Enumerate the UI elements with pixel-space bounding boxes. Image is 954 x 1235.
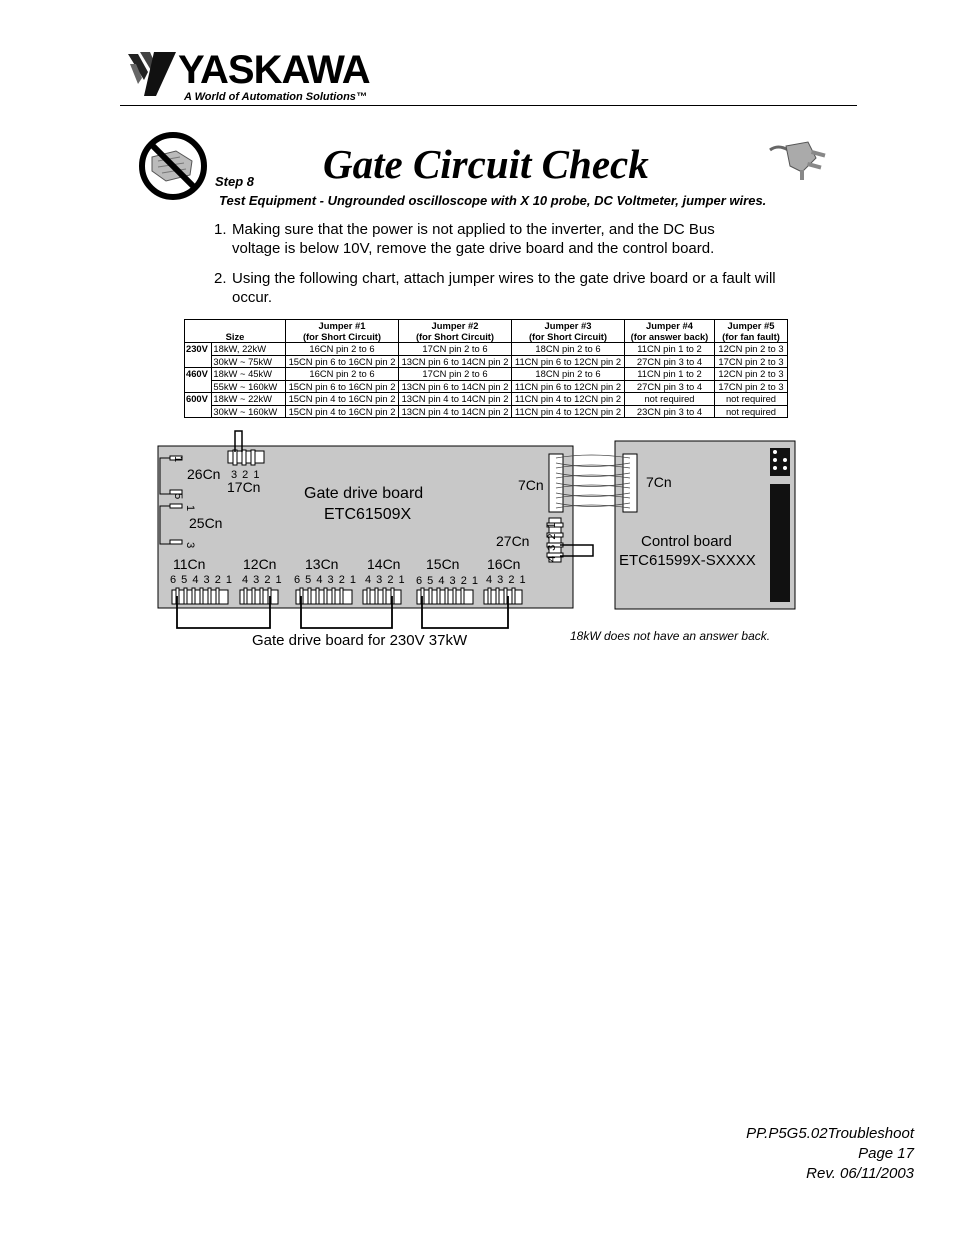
instruction-1 (214, 220, 814, 260)
pins-26cn: 1 5 (172, 456, 184, 514)
control-board-part: ETC61599X-SXXXX (619, 552, 756, 569)
table-cell: 13CN pin 6 to 14CN pin 2 (399, 380, 512, 393)
column-header: (for Short Circuit) (415, 331, 495, 342)
diagram-caption: Gate drive board for 230V 37kW (252, 632, 468, 649)
gate-board-part: ETC61509X (324, 506, 412, 523)
table-cell: 11CN pin 6 to 12CN pin 2 (512, 355, 625, 368)
table-cell: 23CN pin 3 to 4 (625, 405, 715, 418)
instruction-line: occur. (232, 289, 273, 306)
table-cell: not required (715, 393, 788, 406)
label-12cn: 12Cn (243, 556, 277, 572)
pins-17cn: 3 2 1 (231, 469, 261, 481)
pins-27cn: 4 3 2 1 (546, 521, 558, 562)
table-cell: 13CN pin 4 to 14CN pin 2 (399, 405, 512, 418)
table-row (185, 393, 788, 406)
table-cell: 15CN pin 4 to 16CN pin 2 (286, 405, 399, 418)
table-cell: 11CN pin 6 to 12CN pin 2 (512, 380, 625, 393)
table-cell: 13CN pin 4 to 14CN pin 2 (399, 393, 512, 406)
instruction-line: Using the following chart, attach jumper wires to the gate drive board or a fault will (232, 270, 776, 287)
table-cell: 13CN pin 6 to 14CN pin 2 (399, 355, 512, 368)
label-25cn: 25Cn (189, 515, 223, 531)
pins-12cn: 4 3 2 1 (242, 574, 283, 586)
size-cell: 18kW ~ 22kW (212, 393, 286, 406)
voltage-cell: 460V (185, 368, 212, 393)
brand-tagline: A World of Automation Solutions™ (184, 91, 367, 103)
board-diagram (150, 425, 810, 635)
page-number: Page 17 (858, 1145, 914, 1162)
control-board-name: Control board (641, 533, 732, 550)
header-rule (120, 105, 857, 106)
label-17cn: 17Cn (227, 479, 261, 495)
column-header: (for Short Circuit) (528, 331, 608, 342)
column-header: (for answer back) (630, 331, 709, 342)
label-16cn: 16Cn (487, 556, 521, 572)
revision-date: Rev. 06/11/2003 (806, 1165, 914, 1182)
size-cell: 55kW ~ 160kW (212, 380, 286, 393)
table-row (185, 343, 788, 356)
column-header: Jumper #4 (646, 320, 693, 331)
table-row (185, 368, 788, 381)
column-header: (for Short Circuit) (302, 331, 382, 342)
instruction-line: voltage is below 10V, remove the gate drive board and the control board. (232, 240, 715, 257)
table-cell: not required (715, 405, 788, 418)
pins-15cn: 6 5 4 3 2 1 (416, 575, 479, 587)
label-7cn-gate: 7Cn (518, 477, 544, 493)
instruction-number: 2. (214, 270, 227, 287)
column-header: Jumper #1 (318, 320, 366, 331)
bottom-connectors (172, 590, 522, 604)
label-27cn: 27Cn (496, 533, 530, 549)
plug-icon (768, 140, 830, 182)
table-cell: not required (625, 393, 715, 406)
table-row (185, 405, 788, 418)
pins-14cn: 4 3 2 1 (365, 574, 406, 586)
column-header: Jumper #2 (431, 320, 479, 331)
label-26cn: 26Cn (187, 466, 221, 482)
table-cell: 17CN pin 2 to 3 (715, 355, 788, 368)
table-cell: 11CN pin 1 to 2 (625, 343, 715, 356)
pins-13cn: 6 5 4 3 2 1 (294, 574, 357, 586)
table-cell: 15CN pin 4 to 16CN pin 2 (286, 393, 399, 406)
table-cell: 11CN pin 4 to 12CN pin 2 (512, 405, 625, 418)
instruction-2 (214, 269, 814, 309)
yaskawa-logo-icon (126, 50, 178, 98)
pins-25cn: 1 3 (184, 505, 196, 563)
table-row (185, 380, 788, 393)
voltage-cell: 600V (185, 393, 212, 418)
column-header: (for fan fault) (722, 331, 780, 342)
pins-16cn: 4 3 2 1 (486, 574, 527, 586)
table-cell: 11CN pin 4 to 12CN pin 2 (512, 393, 625, 406)
doc-id: PP.P5G5.02Troubleshoot (746, 1125, 914, 1142)
table-cell: 11CN pin 1 to 2 (625, 368, 715, 381)
label-14cn: 14Cn (367, 556, 401, 572)
control-pin-strip (770, 484, 790, 602)
table-header-row (185, 320, 788, 343)
table-cell: 27CN pin 3 to 4 (625, 355, 715, 368)
table-cell: 18CN pin 2 to 6 (512, 343, 625, 356)
page-title: Gate Circuit Check (323, 141, 649, 187)
table-cell: 17CN pin 2 to 6 (399, 368, 512, 381)
control-board (615, 441, 795, 609)
pins-11cn: 6 5 4 3 2 1 (170, 574, 233, 586)
label-13cn: 13Cn (305, 556, 339, 572)
brand-name: YASKAWA (178, 48, 370, 92)
table-cell: 16CN pin 2 to 6 (286, 368, 399, 381)
instruction-number: 1. (214, 221, 227, 238)
size-cell: 18kW, 22kW (212, 343, 286, 356)
table-cell: 12CN pin 2 to 3 (715, 343, 788, 356)
label-7cn-control: 7Cn (646, 474, 672, 490)
table-row (185, 355, 788, 368)
table-cell: 16CN pin 2 to 6 (286, 343, 399, 356)
size-cell: 18kW ~ 45kW (212, 368, 286, 381)
column-header: Size (225, 331, 245, 342)
voltage-cell: 230V (185, 343, 212, 368)
label-15cn: 15Cn (426, 556, 460, 572)
page-footer (746, 1124, 914, 1184)
column-header: Jumper #5 (727, 320, 775, 331)
table-cell: 17CN pin 2 to 3 (715, 380, 788, 393)
table-cell: 15CN pin 6 to 16CN pin 2 (286, 380, 399, 393)
no-power-icon (136, 131, 210, 201)
label-11cn: 11Cn (173, 556, 206, 572)
size-cell: 30kW ~ 75kW (212, 355, 286, 368)
table-cell: 15CN pin 6 to 16CN pin 2 (286, 355, 399, 368)
jumper-table (184, 319, 788, 418)
table-cell: 27CN pin 3 to 4 (625, 380, 715, 393)
size-cell: 30kW ~ 160kW (212, 405, 286, 418)
test-equipment: Test Equipment - Ungrounded oscilloscope with X 10 probe, DC Voltmeter, jumper wires. (219, 193, 767, 208)
table-cell: 17CN pin 2 to 6 (399, 343, 512, 356)
step-label: Step 8 (215, 174, 255, 189)
column-header: Jumper #3 (544, 320, 592, 331)
control-pin-strip-top (770, 448, 790, 476)
diagram-note: 18kW does not have an answer back. (570, 629, 771, 643)
table-cell: 12CN pin 2 to 3 (715, 368, 788, 381)
gate-board-name: Gate drive board (304, 485, 424, 502)
instruction-line: Making sure that the power is not applied to the inverter, and the DC Bus (232, 221, 715, 238)
table-cell: 18CN pin 2 to 6 (512, 368, 625, 381)
